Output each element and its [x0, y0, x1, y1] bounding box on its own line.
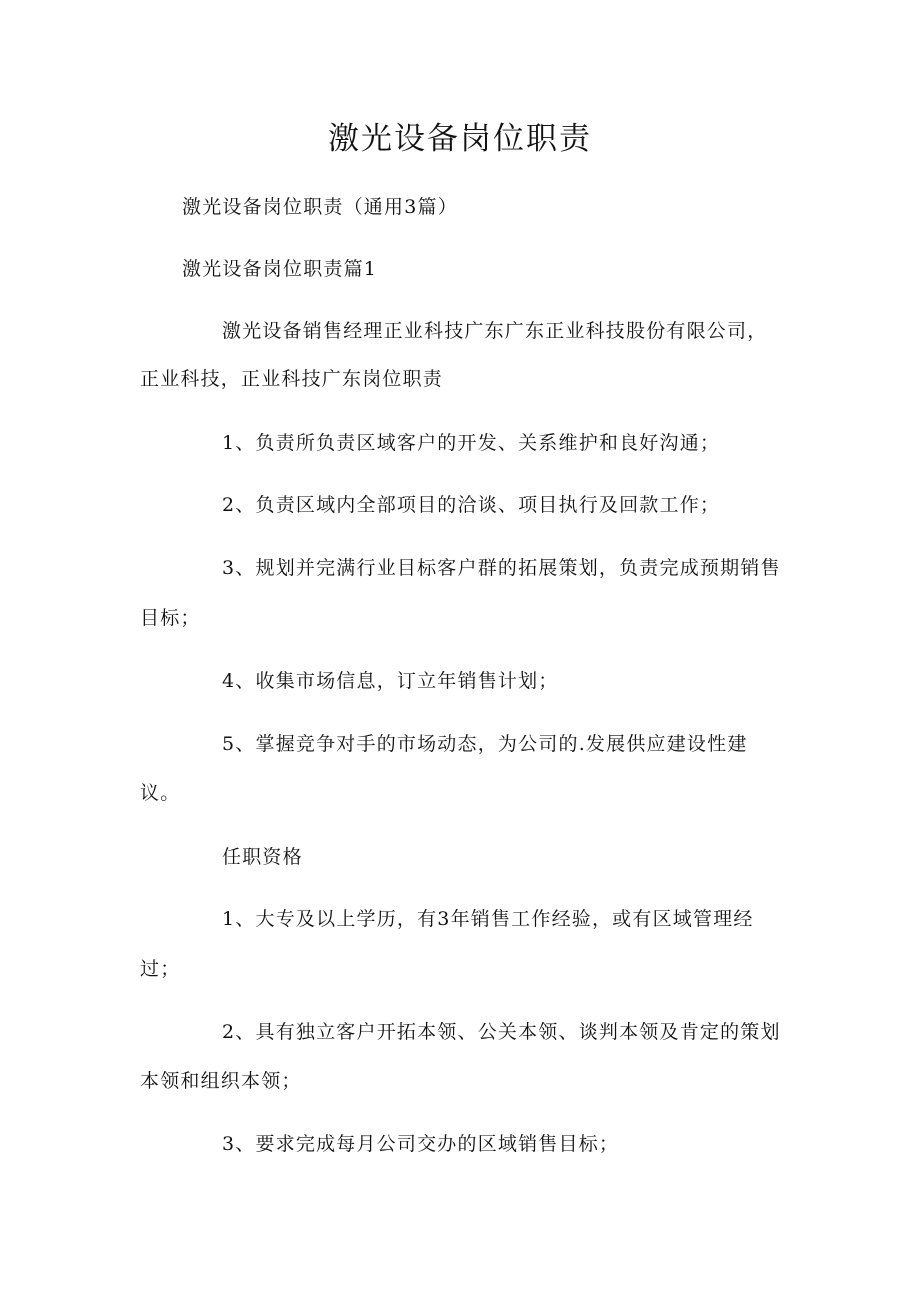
duty-item-2: 2、负责区域内全部项目的洽谈、项目执行及回款工作； [222, 494, 721, 516]
duty-item-4: 4、收集市场信息，订立年销售计划； [222, 670, 559, 692]
duty-item-3-continued: 目标； [140, 607, 201, 629]
section-heading: 激光设备岗位职责篇1 [182, 258, 378, 280]
duty-item-1: 1、负责所负责区域客户的开发、关系维护和良好沟通； [222, 432, 721, 454]
qualification-item-2-continued: 本领和组织本领； [140, 1070, 302, 1092]
duty-item-3: 3、规划并完满行业目标客户群的拓展策划，负责完成预期销售 [222, 557, 781, 579]
qualification-item-1-continued: 过； [140, 958, 181, 980]
page-title: 激光设备岗位职责 [328, 121, 592, 157]
qualifications-heading: 任职资格 [222, 846, 303, 868]
qualification-item-3: 3、要求完成每月公司交办的区域销售目标； [222, 1133, 620, 1155]
qualification-item-1: 1、大专及以上学历，有3年销售工作经验，或有区域管理经 [222, 908, 754, 930]
duty-item-5: 5、掌握竞争对手的市场动态，为公司的.发展供应建设性建 [222, 733, 748, 755]
intro-line-1: 激光设备销售经理正业科技广东广东正业科技股份有限公司， [222, 320, 768, 342]
intro-line-2: 正业科技，正业科技广东岗位职责 [140, 368, 444, 390]
qualification-item-2: 2、具有独立客户开拓本领、公关本领、谈判本领及肯定的策划 [222, 1021, 781, 1043]
document-subtitle: 激光设备岗位职责（通用3篇） [182, 196, 458, 218]
duty-item-5-continued: 议。 [140, 782, 181, 804]
